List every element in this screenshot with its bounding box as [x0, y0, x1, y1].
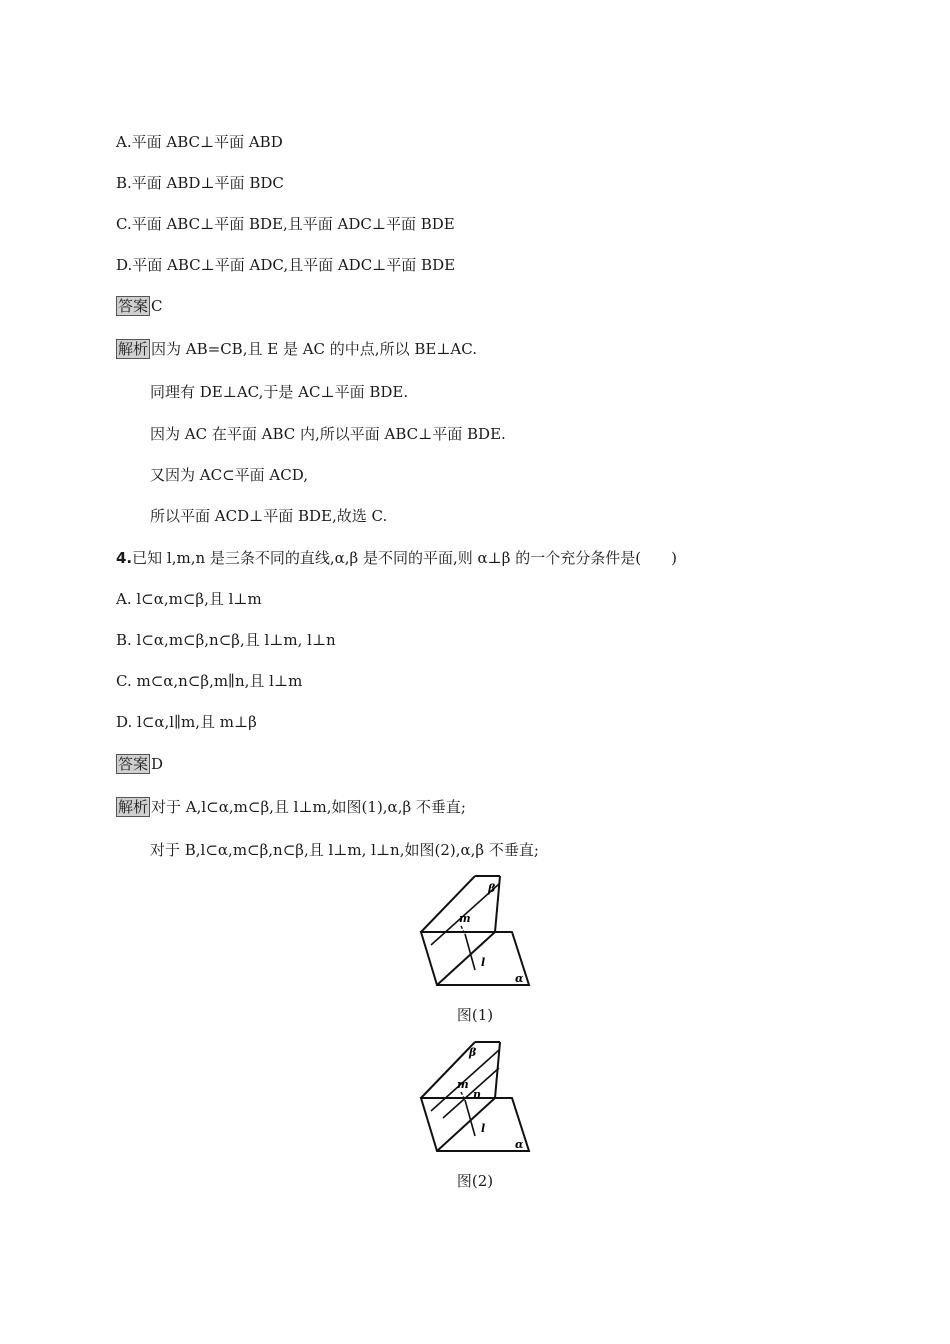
question-4-stem	[116, 548, 677, 568]
figure-1-caption: 图(1)	[456, 1006, 494, 1024]
q4-answer-row	[116, 754, 163, 774]
analysis-row	[116, 339, 477, 359]
analysis-line: 对于 B,l⊂α,m⊂β,n⊂β,且 l⊥m, l⊥n,如图(2),α,β 不垂直;	[150, 841, 539, 859]
answer-tag: 答案	[118, 755, 149, 773]
analysis-line: 因为 AC 在平面 ABC 内,所以平面 ABC⊥平面 BDE.	[150, 425, 506, 443]
label-beta: β	[488, 882, 496, 895]
question-number: 4.	[116, 549, 133, 567]
option-d: D.平面 ABC⊥平面 ADC,且平面 ADC⊥平面 BDE	[116, 256, 456, 274]
analysis-tag: 解析	[118, 340, 149, 358]
label-l: l	[481, 956, 486, 969]
option-a: A.平面 ABC⊥平面 ABD	[116, 133, 283, 151]
label-l: l	[481, 1122, 486, 1135]
q4-option-c: C. m⊂α,n⊂β,m∥n,且 l⊥m	[116, 672, 303, 690]
label-alpha: α	[515, 1138, 524, 1151]
analysis-line: 所以平面 ACD⊥平面 BDE,故选 C.	[150, 507, 388, 525]
analysis-line: 又因为 AC⊂平面 ACD,	[150, 466, 308, 484]
label-alpha: α	[515, 972, 524, 985]
figure-2-caption: 图(2)	[456, 1172, 494, 1190]
q4-analysis-row	[116, 797, 466, 817]
analysis-line: 同理有 DE⊥AC,于是 AC⊥平面 BDE.	[150, 383, 409, 401]
option-b: B.平面 ABD⊥平面 BDC	[116, 174, 284, 192]
figure-2	[415, 1036, 535, 1156]
analysis-line: 因为 AB=CB,且 E 是 AC 的中点,所以 BE⊥AC.	[151, 340, 477, 358]
label-m: m	[459, 912, 471, 925]
q4-option-b: B. l⊂α,m⊂β,n⊂β,且 l⊥m, l⊥n	[116, 631, 336, 649]
analysis-tag: 解析	[118, 798, 149, 816]
answer-tag: 答案	[118, 297, 149, 315]
answer-row	[116, 296, 163, 316]
label-beta: β	[469, 1046, 477, 1059]
answer-value: D	[151, 755, 164, 773]
analysis-line: 对于 A,l⊂α,m⊂β,且 l⊥m,如图(1),α,β 不垂直;	[151, 798, 466, 816]
label-n: n	[473, 1088, 481, 1101]
question-text: 已知 l,m,n 是三条不同的直线,α,β 是不同的平面,则 α⊥β 的一个充分条件是( )	[132, 549, 677, 567]
option-c: C.平面 ABC⊥平面 BDE,且平面 ADC⊥平面 BDE	[116, 215, 455, 233]
label-m: m	[457, 1078, 469, 1091]
figure-1	[415, 870, 535, 990]
q4-option-d: D. l⊂α,l∥m,且 m⊥β	[116, 713, 257, 731]
q4-option-a: A. l⊂α,m⊂β,且 l⊥m	[116, 590, 262, 608]
answer-value: C	[151, 297, 163, 315]
